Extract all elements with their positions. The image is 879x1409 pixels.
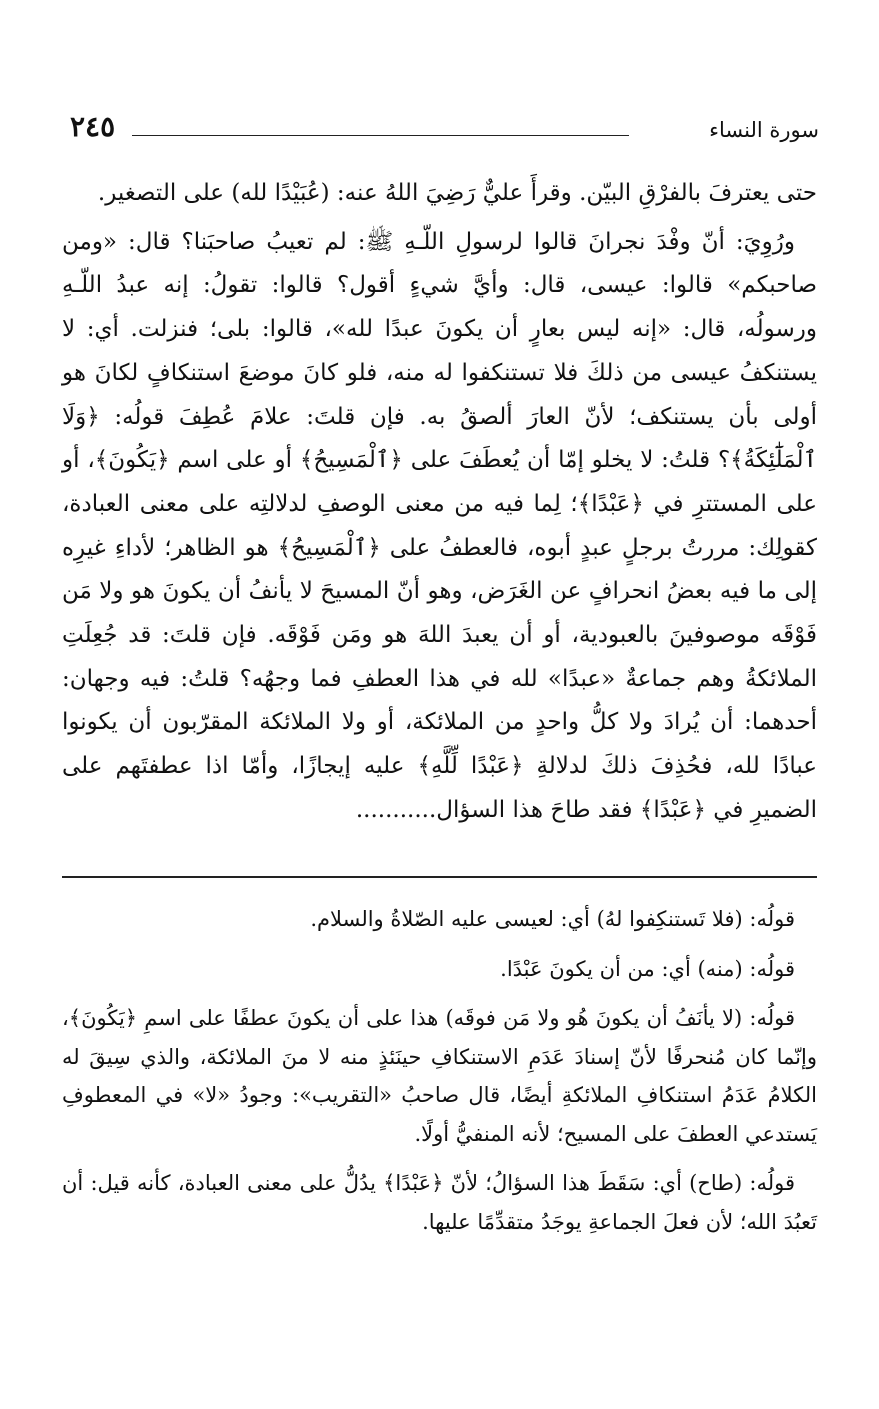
header-rule xyxy=(132,135,629,136)
footnote-paragraph: قولُه: (لا يأنَفُ أن يكونَ هُو ولا مَن فوقَه) هذا على أن يكونَ عطفًا على اسمِ ﴿يَكُونَ﴾، وإنّما كان مُنحرفًا لأنّ إسنادَ عَدَمِ الاستنكافِ حينَئذٍ منه لا منَ الملائكة، والذي سِيقَ له الكلامُ عَدَمُ استنكافِ الملائكةِ أيضًا، قال صاحبُ «التقريب»: وجودُ «لا» في المعطوفِ يَستدعي العطفَ على المسيح؛ لأنه المنفيُّ أولًا. xyxy=(62,1006,817,1146)
footnotes xyxy=(62,900,817,1252)
running-header xyxy=(70,110,819,150)
page-number: ٢٤٥ xyxy=(70,110,116,143)
main-paragraph: حتى يعترفَ بالفرْقِ البيّن. وقرأَ عليٌّ رَضِيَ اللهُ عنه: (عُبَيْدًا لله) على التصغير. xyxy=(97,180,817,206)
footnote-paragraph: قولُه: (منه) أي: من أن يكونَ عَبْدًا. xyxy=(500,956,795,981)
surah-title: سورة النساء xyxy=(709,118,819,142)
footnote-divider xyxy=(62,876,817,878)
main-text xyxy=(62,172,817,838)
footnote-paragraph: قولُه: (طاح) أي: سَقَطَ هذا السؤالُ؛ لأنّ ﴿عَبْدًا﴾ يدُلُّ على معنى العبادة، كأنه قيل: أن تَعبُدَ الله؛ لأن فعلَ الجماعةِ يوجَدُ متقدِّمًا عليها. xyxy=(62,1171,817,1234)
footnote-paragraph: قولُه: (فلا تَستنكِفوا لهُ) أي: لعيسى عليه الصّلاةُ والسلام. xyxy=(310,907,795,931)
main-paragraph: ورُوِيَ: أنّ وفْدَ نجرانَ قالوا لرسولِ اللّـهِ ﷺ: لم تعيبُ صاحبَنا؟ قال: «ومن صاحبكم» قالوا: عيسى، قال: وأيَّ شيءٍ أقول؟ قالوا: تقولُ: إنه عبدُ اللّـهِ ورسولُه، قال: «إنه ليس بعارٍ أن يكونَ عبدًا لله»، قالوا: بلى؛ فنزلت. أي: لا يستنكفُ عيسى من ذلكَ فلا تستنكفوا له منه، فلو كانَ موضعَ استنكافٍ لكانَ هو أولى بأن يستنكف؛ لأنّ العارَ ألصقُ به. فإن قلتَ: علامَ عُطِفَ قولُه: ﴿وَلَا ٱلْمَلَٰٓئِكَةُ﴾؟ قلتُ: لا يخلو إمّا أن يُعطَفَ على ﴿ٱلْمَسِيحُ﴾ أو على اسم ﴿يَكُونَ﴾، أو على المستترِ في ﴿عَبْدًا﴾؛ لِما فيه من معنى الوصفِ لدلالتِه على معنى العبادة، كقولِك: مررتُ برجلٍ عبدٍ أبوه، فالعطفُ على ﴿ٱلْمَسِيحُ﴾ هو الظاهر؛ لأداءِ غيرِه إلى ما فيه بعضُ انحرافٍ عن الغَرَض، وهو أنّ المسيحَ لا يأنفُ أن يكونَ هو ولا مَن فَوْقَه موصوفينَ بالعبودية، أو أن يعبدَ اللهَ هو ومَن فَوْقَه. فإن قلتَ: قد جُعِلَتِ الملائكةُ وهم جماعةٌ «عبدًا» لله في هذا العطفِ فما وجهُه؟ قلتُ: فيه وجهان: أحدهما: أن يُرادَ ولا كلُّ واحدٍ من الملائكة، أو ولا الملائكة المقرّبون أن يكونوا عبادًا لله، فحُذِفَ ذلكَ لدلالةِ ﴿عَبْدًا لِّلَّهِ﴾ عليه إيجازًا، وأمّا اذا عطفتَهم على الضميرِ في ﴿عَبْدًا﴾ فقد طاحَ هذا السؤال........... xyxy=(62,228,817,823)
